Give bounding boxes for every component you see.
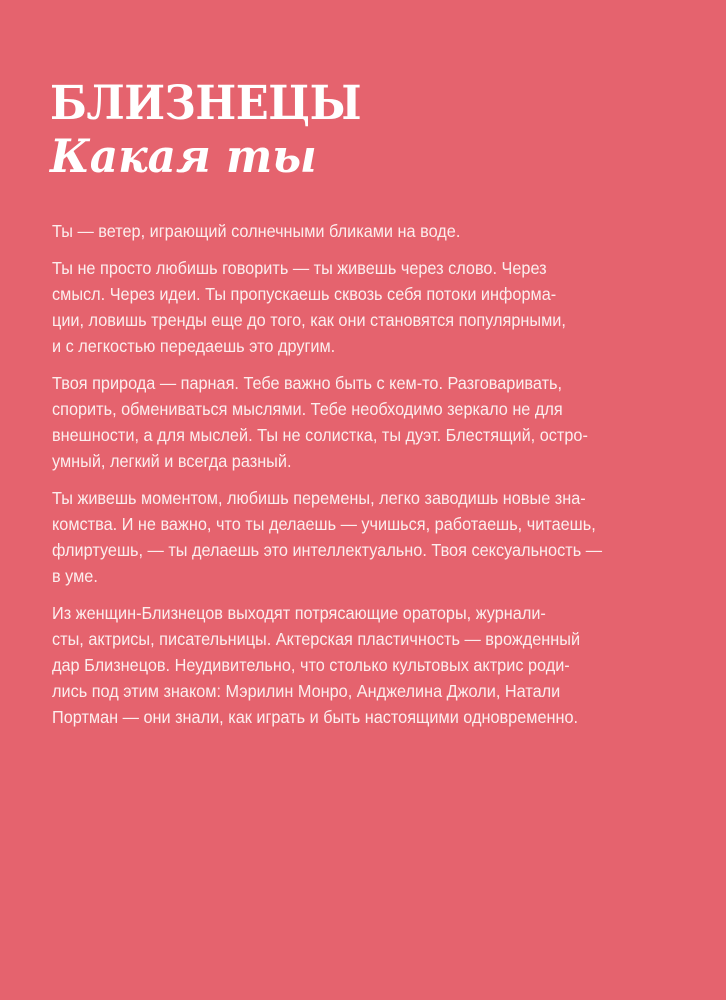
text-line: Ты не просто любишь говорить — ты живешь через слово. Через <box>52 258 547 278</box>
text-line: Ты — ветер, играющий солнечными бликами на воде. <box>52 221 461 241</box>
paragraph-5 <box>52 600 692 730</box>
paragraph-2 <box>52 255 692 359</box>
text-line: флиртуешь, — ты делаешь это интеллектуально. Твоя сексуальность — <box>52 540 602 560</box>
text-line: смысл. Через идеи. Ты пропускаешь сквозь себя потоки информа- <box>52 284 557 304</box>
page-heading <box>50 78 388 182</box>
text-line: Ты живешь моментом, любишь перемены, легко заводишь новые зна- <box>52 488 586 508</box>
text-line: Портман — они знали, как играть и быть настоящими одновременно. <box>52 707 579 727</box>
text-line: внешности, а для мыслей. Ты не солистка, ты дуэт. Блестящий, остро- <box>52 425 588 445</box>
text-line: Из женщин-Близнецов выходят потрясающие ораторы, журнали- <box>52 603 546 623</box>
text-line: в уме. <box>52 566 98 586</box>
text-line: и с легкостью передаешь это другим. <box>52 336 336 356</box>
paragraph-3 <box>52 370 692 474</box>
text-line: ции, ловишь тренды еще до того, как они становятся популярными, <box>52 310 566 330</box>
text-line: лись под этим знаком: Мэрилин Монро, Анджелина Джоли, Натали <box>52 681 561 701</box>
body-text <box>52 218 692 741</box>
text-line: спорить, обмениваться мыслями. Тебе необходимо зеркало не для <box>52 399 563 419</box>
paragraph-4 <box>52 485 692 589</box>
text-line: дар Близнецов. Неудивительно, что столько культовых актрис роди- <box>52 655 570 675</box>
text-line: комства. И не важно, что ты делаешь — учишься, работаешь, читаешь, <box>52 514 596 534</box>
text-line: Твоя природа — парная. Тебе важно быть с кем-то. Разговаривать, <box>52 373 563 393</box>
page-subtitle: Какая ты <box>50 129 317 183</box>
text-line: умный, легкий и всегда разный. <box>52 451 292 471</box>
paragraph-1 <box>52 218 692 244</box>
text-line: сты, актрисы, писательницы. Актерская пластичность — врожденный <box>52 629 581 649</box>
page-title: БЛИЗНЕЦЫ <box>50 76 362 131</box>
